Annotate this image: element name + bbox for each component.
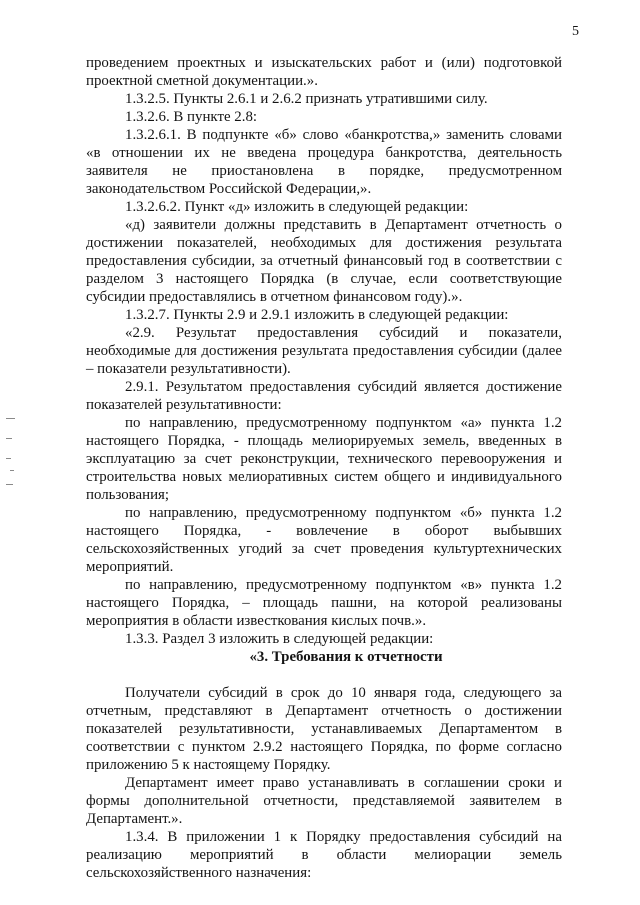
blank-line bbox=[86, 666, 562, 684]
paragraph-1-3-2-7: 1.3.2.7. Пункты 2.9 и 2.9.1 изложить в следующей редакции: bbox=[125, 307, 509, 323]
page-number: 5 bbox=[572, 24, 579, 39]
paragraph-department-right: Департамент имеет право устанавливать в соглашении сроки и формы дополнительной отчетности, представляемой заявителем в Департамент.». bbox=[86, 775, 562, 827]
scan-mark bbox=[6, 438, 12, 439]
paragraph-direction-b: по направлению, предусмотренному подпунктом «б» пункта 1.2 настоящего Порядка, - вовлечение в оборот выбывших сельскохозяйственных угодий за счет проведения культуртехнических мероприятий. bbox=[86, 505, 562, 575]
scan-mark bbox=[6, 458, 11, 459]
scan-mark bbox=[6, 418, 15, 419]
paragraph-2-9: «2.9. Результат предоставления субсидий и показатели, необходимые для достижения результата предоставления субсидии (далее – показатели результативности). bbox=[86, 325, 562, 377]
scan-mark bbox=[10, 470, 14, 471]
paragraph-1-3-2-6: 1.3.2.6. В пункте 2.8: bbox=[125, 109, 258, 125]
document-body bbox=[86, 54, 562, 882]
paragraph-2-9-1: 2.9.1. Результатом предоставления субсидий является достижение показателей результативности: bbox=[86, 379, 562, 413]
paragraph-reporting: Получатели субсидий в срок до 10 января года, следующего за отчетным, представляют в Департамент отчетность о достижении показателей результативности, устанавливаемых Департаментом в соответствии с пунктом 2.9.2 настоящего Порядка, по форме согласно приложению 5 к настоящему Порядку. bbox=[86, 685, 562, 773]
paragraph-direction-v: по направлению, предусмотренному подпунктом «в» пункта 1.2 настоящего Порядка, – площадь пашни, на которой реализованы мероприятия в области известкования кислых почв.». bbox=[86, 577, 562, 629]
paragraph-direction-a: по направлению, предусмотренному подпунктом «а» пункта 1.2 настоящего Порядка, - площадь мелиорируемых земель, введенных в эксплуатацию за счет реконструкции, технического перевооружения и строительства новых мелиоративных систем общего и индивидуального пользования; bbox=[86, 415, 562, 503]
paragraph-1-3-2-5: 1.3.2.5. Пункты 2.6.1 и 2.6.2 признать утратившими силу. bbox=[125, 91, 488, 107]
paragraph-continuation: проведением проектных и изыскательских работ и (или) подготовкой проектной сметной документации.». bbox=[86, 55, 562, 89]
paragraph-1-3-2-6-1: 1.3.2.6.1. В подпункте «б» слово «банкротства,» заменить словами «в отношении их не введена процедура банкротства, деятельность заявителя не приостановлена в порядке, предусмотренном законодательством Российской Федерации,». bbox=[86, 127, 562, 197]
section-3-heading: «3. Требования к отчетности bbox=[249, 649, 443, 665]
paragraph-1-3-3: 1.3.3. Раздел 3 изложить в следующей редакции: bbox=[125, 631, 434, 647]
paragraph-1-3-2-6-2: 1.3.2.6.2. Пункт «д» изложить в следующей редакции: bbox=[125, 199, 469, 215]
paragraph-1-3-4: 1.3.4. В приложении 1 к Порядку предоставления субсидий на реализацию мероприятий в области мелиорации земель сельскохозяйственного назначения: bbox=[86, 829, 562, 881]
scan-mark bbox=[6, 484, 13, 485]
paragraph-subpoint-d: «д) заявители должны представить в Департамент отчетность о достижении показателей, необходимых для достижения результата предоставления субсидии, за отчетный финансовый год в соответствии с разделом 3 настоящего Порядка (в случае, если соответствующие субсидии предоставлялись в отчетном финансовом году).». bbox=[86, 217, 562, 305]
